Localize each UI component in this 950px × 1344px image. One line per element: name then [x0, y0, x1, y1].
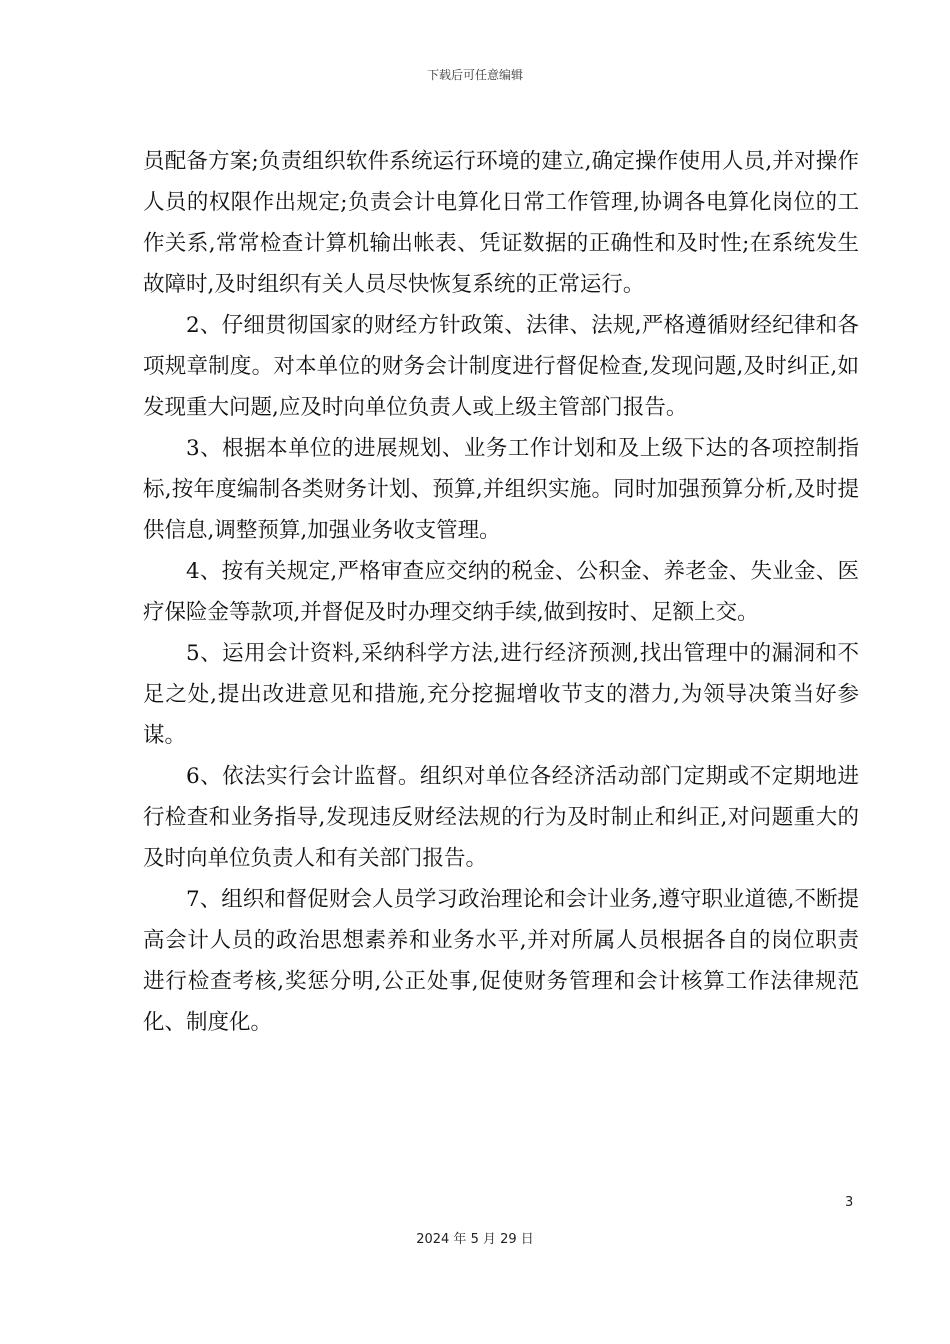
- paragraph-item-7: 7、组织和督促财会人员学习政治理论和会计业务,遵守职业道德,不断提高会计人员的政治思想素养和业务水平,并对所属人员根据各自的岗位职责进行检查考核,奖惩分明,公正处事,促使财务管理和会计核算工作法律规范化、制度化。: [143, 887, 859, 1035]
- paragraph-item-3: 3、根据本单位的进展规划、业务工作计划和及上级下达的各项控制指标,按年度编制各类财务计划、预算,并组织实施。同时加强预算分析,及时提供信息,调整预算,加强业务收支管理。: [143, 436, 859, 543]
- paragraph-item-6: 6、依法实行会计监督。组织对单位各经济活动部门定期或不定期地进行检查和业务指导,发现违反财经法规的行为及时制止和纠正,对问题重大的及时向单位负责人和有关部门报告。: [143, 764, 859, 871]
- paragraph-item-4: 4、按有关规定,严格审查应交纳的税金、公积金、养老金、失业金、医疗保险金等款项,并督促及时办理交纳手续,做到按时、足额上交。: [143, 559, 859, 625]
- document-body: [143, 141, 859, 1043]
- page-number: 3: [845, 1195, 854, 1210]
- paragraph-continuation: 员配备方案;负责组织软件系统运行环境的建立,确定操作使用人员,并对操作人员的权限作出规定;负责会计电算化日常工作管理,协调各电算化岗位的工作关系,常常检查计算机输出帐表、凭证数据的正确性和及时性;在系统发生故障时,及时组织有关人员尽快恢复系统的正常运行。: [143, 149, 859, 297]
- footer-date: 2024 年 5 月 29 日: [416, 1232, 534, 1247]
- page-header: 下载后可任意编辑: [426, 68, 523, 82]
- paragraph-item-2: 2、仔细贯彻国家的财经方针政策、法律、法规,严格遵循财经纪律和各项规章制度。对本单位的财务会计制度进行督促检查,发现问题,及时纠正,如发现重大问题,应及时向单位负责人或上级主管部门报告。: [143, 313, 859, 420]
- paragraph-item-5: 5、运用会计资料,采纳科学方法,进行经济预测,找出管理中的漏洞和不足之处,提出改进意见和措施,充分挖掘增收节支的潜力,为领导决策当好参谋。: [143, 641, 859, 748]
